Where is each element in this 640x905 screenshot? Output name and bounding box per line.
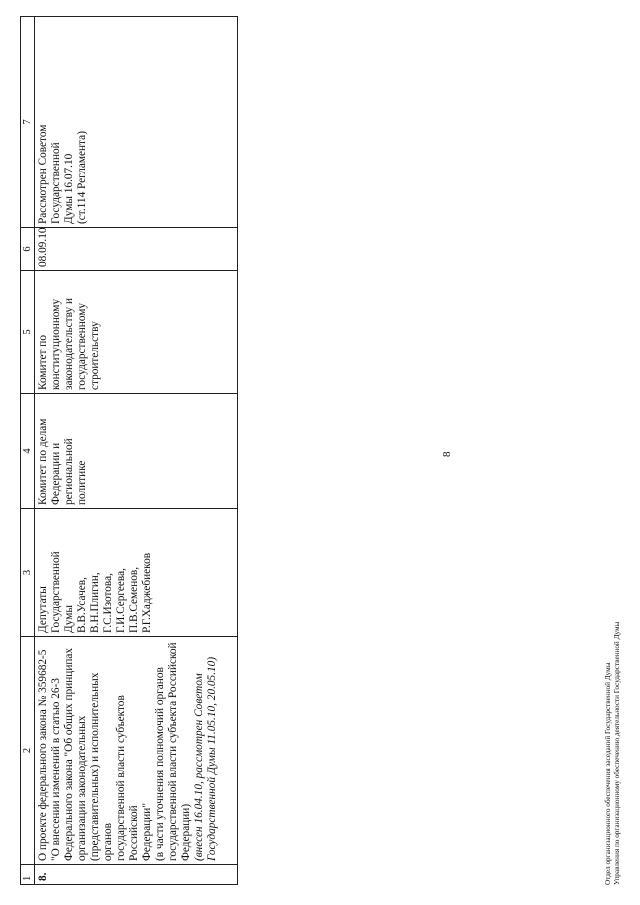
responsible-committee: Комитет по делам Федерации и региональной политике (35, 394, 238, 509)
footer-directorate: Управления по организационному обеспечению деятельности Государственной Думы (613, 621, 621, 885)
status-note: Рассмотрен Советом Государственной Думы 16.07.10 (ст.114 Регламента) (35, 17, 238, 228)
page-number: 8 (441, 451, 453, 457)
col-header-5: 5 (21, 271, 35, 394)
col-header-2: 2 (21, 637, 35, 865)
col-header-6: 6 (21, 228, 35, 271)
bill-note: (внесен 16.04.10, рассмотрен Советом (193, 673, 205, 861)
rotated-page (20, 15, 620, 885)
bill-authors: Депутаты Государственной Думы В.В.Усачев, В.Н.Плигин, Г.С.Изотова, Г.И.Сергеева, П.В.Семенов, Р.Г.Хаджебиеков (35, 509, 238, 637)
bill-title: О проекте федерального закона № 359682-5 "О внесении изменений в статью 26-3 Федерального закона "Об общих принципах организации законодательных (представительных) и исполнительных органов государственной власти субъектов Российской Федерации" (в части уточнения полномочий органов государственной власти субъекта Российской Федерации) (внесен 16.04.10, рассмотрен Советом Государственной Думы 11.05.10, 20.05.10) (35, 637, 238, 865)
bills-table (20, 16, 238, 885)
row-number: 8. (35, 865, 238, 885)
table-row (35, 17, 238, 885)
deadline-date: 08.09.10 (35, 228, 238, 271)
footer-department: Отдел организационного обеспечения заседаний Государственной Думы (604, 662, 612, 885)
col-header-4: 4 (21, 394, 35, 509)
col-header-7: 7 (21, 17, 35, 228)
col-header-3: 3 (21, 509, 35, 637)
co-executor-committee: Комитет по конституционному законодательству и государственному строительству (35, 271, 238, 394)
column-number-row (21, 17, 35, 885)
col-header-1: 1 (21, 865, 35, 885)
